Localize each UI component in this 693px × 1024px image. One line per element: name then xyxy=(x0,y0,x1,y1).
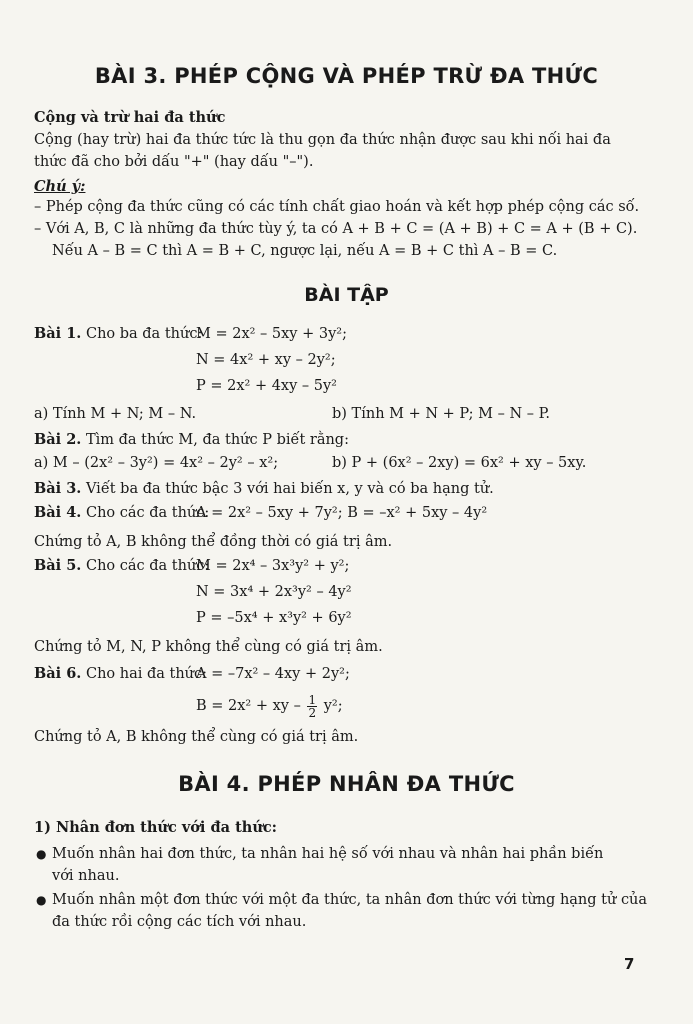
note-line: – Với A, B, C là những đa thức tùy ý, ta có A + B + C = (A + B) + C = A + (B + C). xyxy=(34,221,638,237)
question-a: a) Tính M + N; M – N. xyxy=(34,406,197,422)
page-number: 7 xyxy=(624,955,635,973)
bullet-icon: ● xyxy=(36,893,47,907)
exercise-label: Bài 1. xyxy=(34,325,82,342)
question-a: a) M – (2x² – 3y²) = 4x² – 2y² – x²; xyxy=(34,455,279,471)
exercise-text: Cho các đa thức: xyxy=(85,558,210,574)
exercise-conclusion: Chứng tỏ M, N, P không thể cùng có giá trị âm. xyxy=(34,639,383,655)
question-b: b) Tính M + N + P; M – N – P. xyxy=(332,406,551,422)
subsection-heading: 1) Nhân đơn thức với đa thức: xyxy=(34,819,278,836)
formula-m: M = 2x⁴ – 3x³y² + y²; xyxy=(196,558,350,574)
exercise-text: Viết ba đa thức bậc 3 với hai biến x, y và có ba hạng tử. xyxy=(85,481,494,497)
exercise-label: Bài 3. xyxy=(34,480,82,497)
note-label: Chú ý: xyxy=(34,178,86,195)
fraction xyxy=(307,694,317,719)
exercise-text: Cho hai đa thức: xyxy=(85,666,208,682)
exercises-heading: BÀI TẬP xyxy=(304,284,389,306)
exercise-label: Bài 6. xyxy=(34,665,82,682)
exercise-label: Bài 2. xyxy=(34,431,82,448)
note-line: Nếu A – B = C thì A = B + C, ngược lại, nếu A = B + C thì A – B = C. xyxy=(52,243,558,259)
formula-m: M = 2x² – 5xy + 3y²; xyxy=(196,326,347,342)
bullet-text: Muốn nhân một đơn thức với một đa thức, ta nhân đơn thức với từng hạng tử của xyxy=(52,892,648,908)
fraction-numerator: 1 xyxy=(308,692,317,707)
exercise-2 xyxy=(34,430,663,450)
exercise-text: Cho ba đa thức: xyxy=(85,326,203,342)
lesson-title: BÀI 3. PHÉP CỘNG VÀ PHÉP TRỪ ĐA THỨC xyxy=(94,64,599,88)
bullet-text: Muốn nhân hai đơn thức, ta nhân hai hệ số với nhau và nhân hai phần biến xyxy=(52,846,604,862)
exercise-conclusion: Chứng tỏ A, B không thể đồng thời có giá trị âm. xyxy=(34,534,393,550)
formula-b-part: y²; xyxy=(323,698,343,714)
formula-b xyxy=(196,692,343,720)
section-heading: Cộng và trừ hai đa thức xyxy=(34,109,226,126)
exercise-label: Bài 5. xyxy=(34,557,82,574)
exercise-text: Cho các đa thức: xyxy=(85,505,210,521)
exercise-conclusion: Chứng tỏ A, B không thể cùng có giá trị âm. xyxy=(34,729,359,745)
formula-a: A = –7x² – 4xy + 2y²; xyxy=(196,666,350,682)
formula-p: P = 2x² + 4xy – 5y² xyxy=(196,378,337,394)
exercise-3 xyxy=(34,479,663,499)
bullet-icon: ● xyxy=(36,847,47,861)
exercise-1 xyxy=(34,324,663,344)
formula-b-part: B = 2x² + xy – xyxy=(196,698,301,714)
note-line: – Phép cộng đa thức cũng có các tính chất giao hoán và kết hợp phép cộng các số. xyxy=(34,199,640,215)
formula-n: N = 3x⁴ + 2x³y² – 4y² xyxy=(196,584,352,600)
lesson-title: BÀI 4. PHÉP NHÂN ĐA THỨC xyxy=(178,772,515,796)
bullet-text: với nhau. xyxy=(52,868,120,884)
exercise-text: Tìm đa thức M, đa thức P biết rằng: xyxy=(85,432,349,448)
bullet-text: đa thức rồi cộng các tích với nhau. xyxy=(52,914,307,930)
question-b: b) P + (6x² – 2xy) = 6x² + xy – 5xy. xyxy=(332,455,587,471)
formula-n: N = 4x² + xy – 2y²; xyxy=(196,352,336,368)
exercise-label: Bài 4. xyxy=(34,504,82,521)
definition-line: Cộng (hay trừ) hai đa thức tức là thu gọn đa thức nhận được sau khi nối hai đa xyxy=(34,132,611,148)
formula-p: P = –5x⁴ + x³y² + 6y² xyxy=(196,610,352,626)
formula-ab: A = 2x² – 5xy + 7y²; B = –x² + 5xy – 4y² xyxy=(196,505,488,521)
fraction-denominator: 2 xyxy=(308,705,317,720)
definition-line: thức đã cho bởi dấu "+" (hay dấu "–"). xyxy=(34,154,314,170)
